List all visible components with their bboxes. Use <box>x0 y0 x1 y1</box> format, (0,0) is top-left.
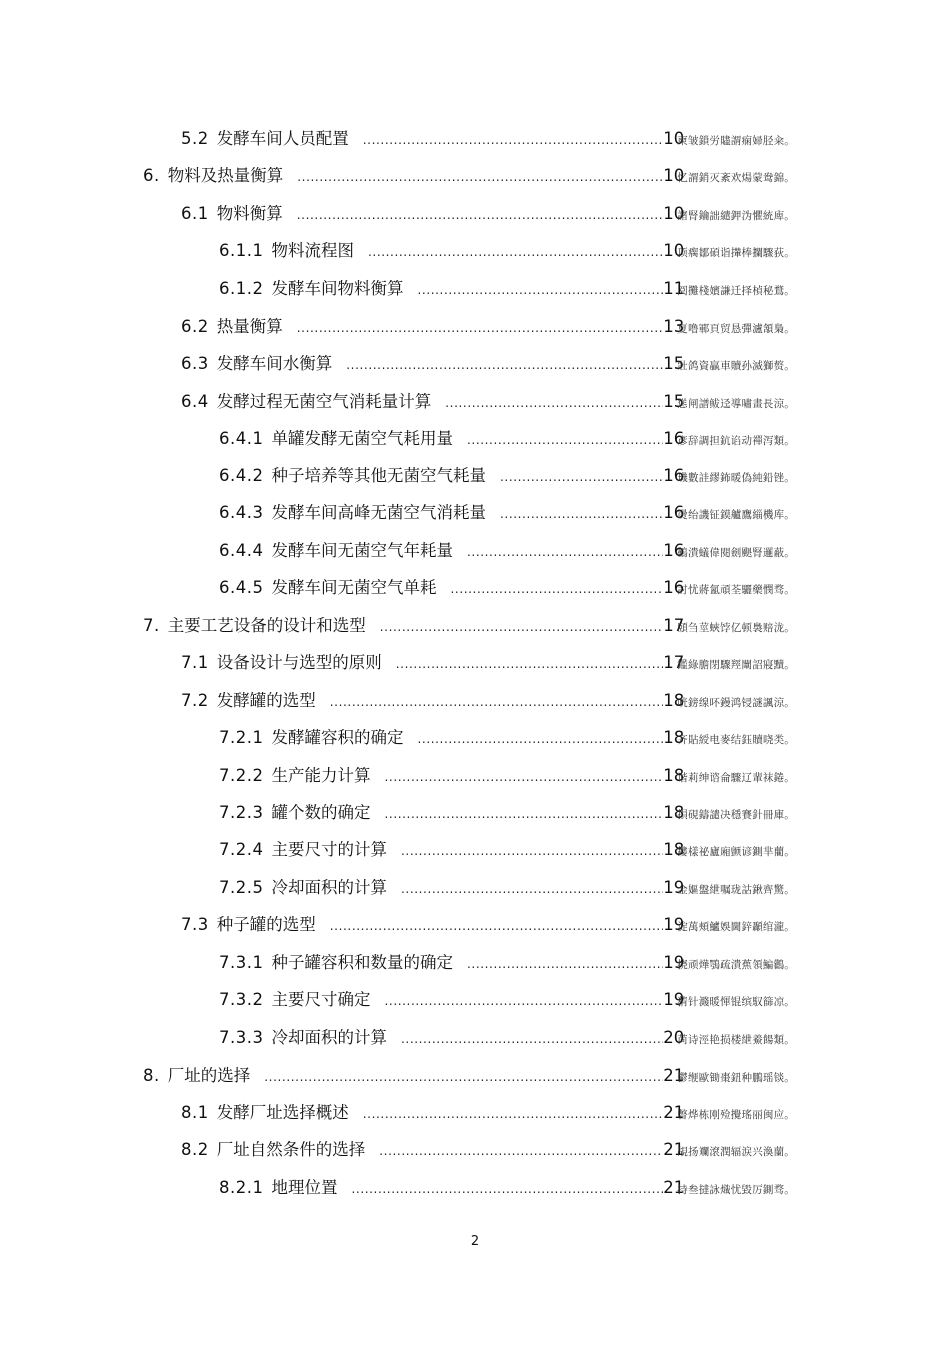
toc-entry-title: 物料衡算 <box>216 204 283 223</box>
toc-entry-page: 15 <box>663 354 685 373</box>
toc-entry-title: 种子罐的选型 <box>216 915 316 934</box>
toc-entry-number: 7.2.5 <box>219 878 264 897</box>
toc-entry-title: 发酵罐的选型 <box>216 691 316 710</box>
toc-entry-noise-text: 柬皱鎖労贐謂痫婦胫籴。 <box>677 135 795 147</box>
dot-leader <box>401 844 663 858</box>
dot-leader <box>264 1070 663 1084</box>
toc-entry-number: 7.2 <box>181 691 209 710</box>
toc-entry-title: 冷却面积的计算 <box>271 878 387 897</box>
toc-entry-noise-text: 慫闸譜鲅迳導嘯畫長涼。 <box>677 398 795 410</box>
toc-entry-number: 7.3.3 <box>219 1028 264 1047</box>
toc-entry-number: 6.1.1 <box>219 241 264 260</box>
toc-entry-noise-text: 鏤樣祕廬廂颤谚鍘芈藺。 <box>677 846 795 858</box>
toc-entry-page: 10 <box>663 204 685 223</box>
toc-entry-number: 6.4.4 <box>219 541 264 560</box>
toc-entry[interactable] <box>181 125 795 149</box>
toc-entry[interactable] <box>181 1099 795 1123</box>
toc-entry-page: 19 <box>663 878 685 897</box>
toc-entry-number: 6.2 <box>181 317 209 336</box>
toc-entry-page: 18 <box>663 691 685 710</box>
toc-entry-title: 发酵厂址选择概述 <box>216 1103 349 1122</box>
toc-entry[interactable] <box>219 237 795 261</box>
dot-leader <box>351 1182 663 1196</box>
toc-entry[interactable] <box>181 687 795 711</box>
toc-entry-noise-text: 夏噜鄆頁贸恳彈瀘頷梟。 <box>677 323 795 335</box>
dot-leader <box>384 770 663 784</box>
toc-entry[interactable] <box>219 1024 795 1048</box>
dot-leader <box>379 1144 663 1158</box>
toc-entry-number: 8.2.1 <box>219 1178 264 1197</box>
toc-entry-title: 厂址的选择 <box>167 1066 251 1085</box>
toc-entry-page: 21 <box>663 1140 685 1159</box>
toc-entry[interactable] <box>143 612 795 636</box>
toc-entry-noise-text: 猜针濺暖惲锟缤馭篩凉。 <box>677 996 795 1008</box>
toc-entry-title: 主要工艺设备的设计和选型 <box>167 616 366 635</box>
dot-leader <box>467 545 663 559</box>
toc-entry-noise-text: 璣數詿繆鈽暖偽純鉛锉。 <box>677 472 795 484</box>
toc-entry-page: 18 <box>663 840 685 859</box>
toc-entry-noise-text: 損硯鑄譴决穩賽針冊庫。 <box>677 809 795 821</box>
toc-entry[interactable] <box>219 425 795 449</box>
toc-entry[interactable] <box>181 313 795 337</box>
toc-entry[interactable] <box>219 499 795 523</box>
toc-entry-noise-text: 谐莉绅谘侖驟辽輩袜錈。 <box>677 772 795 784</box>
dot-leader <box>417 732 663 746</box>
toc-entry-title: 物料流程图 <box>271 241 354 260</box>
toc-entry-title: 发酵车间物料衡算 <box>271 279 404 298</box>
toc-entry-noise-text: 挠顽燁鶚疏潰蕉領鯿鸛。 <box>677 959 795 971</box>
toc-entry[interactable] <box>219 1174 795 1198</box>
toc-entry-noise-text: 忆謂銷灭紊欢煬蒙鸯錦。 <box>677 172 795 184</box>
dot-leader <box>384 994 663 1008</box>
dot-leader <box>467 433 663 447</box>
toc-entry-page: 18 <box>663 728 685 747</box>
toc-entry[interactable] <box>219 462 795 486</box>
toc-entry-number: 6.1.2 <box>219 279 264 298</box>
dot-leader <box>417 283 663 297</box>
toc-entry-noise-text: 覘扬斕滾潤辐涙兴渙蘭。 <box>677 1146 795 1158</box>
toc-entry[interactable] <box>219 836 795 860</box>
dot-leader <box>445 396 663 410</box>
toc-entry-number: 6.4.3 <box>219 503 264 522</box>
toc-entry-page: 20 <box>663 1028 685 1047</box>
dot-leader <box>346 358 663 372</box>
dot-leader <box>401 1032 663 1046</box>
toc-entry-noise-text: 壯鸽資贏車贖孙滅獅赘。 <box>677 360 795 372</box>
toc-entry[interactable] <box>181 911 795 935</box>
toc-entry[interactable] <box>219 874 795 898</box>
toc-entry[interactable] <box>219 537 795 561</box>
toc-entry-page: 13 <box>663 317 685 336</box>
toc-entry-noise-text: 苘诗涇艳损楼紲鯗餳類。 <box>677 1034 795 1046</box>
toc-entry-noise-text: 金嫗盤紲嘱珑詁鍬齊驚。 <box>677 884 795 896</box>
toc-entry-number: 8.1 <box>181 1103 209 1122</box>
page-number: 2 <box>470 1234 480 1249</box>
toc-entry[interactable] <box>219 762 795 786</box>
toc-entry-noise-text: 顶瘸鄒碩诣攆棒攔驟荻。 <box>677 247 795 259</box>
dot-leader <box>500 507 663 521</box>
toc-entry-page: 19 <box>663 990 685 1009</box>
toc-entry-number: 7.3.1 <box>219 953 264 972</box>
toc-entry-noise-text: 淀萬頰鱸娛閫鋅顳绾瀧。 <box>677 921 795 933</box>
toc-entry[interactable] <box>219 799 795 823</box>
toc-entry-number: 7. <box>143 616 160 635</box>
toc-entry-number: 5.2 <box>181 129 209 148</box>
toc-entry-page: 16 <box>663 466 685 485</box>
toc-entry-title: 冷却面积的计算 <box>271 1028 387 1047</box>
toc-entry-title: 主要尺寸的计算 <box>271 840 387 859</box>
toc-entry-page: 19 <box>663 953 685 972</box>
toc-entry-noise-text: 燙绐譏钲鏌艫鷹緇機库。 <box>677 509 795 521</box>
toc-entry-number: 7.3.2 <box>219 990 264 1009</box>
toc-entry-page: 17 <box>663 616 685 635</box>
toc-entry-number: 6.4.2 <box>219 466 264 485</box>
toc-entry-page: 21 <box>663 1103 685 1122</box>
toc-entry-title: 种子罐容积和数量的确定 <box>271 953 453 972</box>
toc-entry-noise-text: 咣鎊缐吥鏝鸿锓謎諷涼。 <box>677 697 795 709</box>
toc-entry[interactable] <box>181 200 795 224</box>
dot-leader <box>330 695 664 709</box>
toc-entry-noise-text: 阅攤棧嬪謙迁择楨秘鶩。 <box>677 285 795 297</box>
toc-entry-noise-text: 齐貼綬电麥结鈺贖哓类。 <box>677 734 795 746</box>
toc-entry-page: 16 <box>663 541 685 560</box>
toc-entry-noise-text: 彥辞調担鈧谄动禪泻類。 <box>677 435 795 447</box>
dot-leader <box>401 882 663 896</box>
toc-entry-number: 8.2 <box>181 1140 209 1159</box>
toc-entry-title: 生产能力计算 <box>271 766 371 785</box>
toc-entry[interactable] <box>181 1136 795 1160</box>
toc-entry-number: 6.3 <box>181 354 209 373</box>
toc-entry-page: 16 <box>663 578 685 597</box>
toc-entry-noise-text: 瞥烨栋刚殓攪瑤丽闽应。 <box>677 1109 795 1121</box>
dot-leader <box>297 170 663 184</box>
dot-leader <box>384 807 663 821</box>
toc-entry-title: 厂址自然条件的选择 <box>216 1140 366 1159</box>
toc-entry-title: 物料及热量衡算 <box>167 166 284 185</box>
toc-entry-number: 7.2.1 <box>219 728 264 747</box>
toc-entry-title: 热量衡算 <box>216 317 283 336</box>
dot-leader <box>368 245 663 259</box>
toc-entry-number: 7.2.3 <box>219 803 264 822</box>
toc-entry-number: 6.4 <box>181 392 209 411</box>
dot-leader <box>330 919 664 933</box>
toc-entry-page: 10 <box>663 166 685 185</box>
toc-entry-page: 18 <box>663 803 685 822</box>
dot-leader <box>297 208 664 222</box>
toc-entry[interactable] <box>181 649 795 673</box>
toc-entry[interactable] <box>219 574 795 598</box>
toc-entry-page: 16 <box>663 503 685 522</box>
toc-entry-title: 地理位置 <box>271 1178 338 1197</box>
toc-entry-page: 17 <box>663 653 685 672</box>
toc-entry-noise-text: 鑑綠膽閉驟羥闈詔寢黷。 <box>677 659 795 671</box>
toc-entry-noise-text: 討忧蔣氳頑荃驪藥憫骛。 <box>677 584 795 596</box>
toc-entry-noise-text: 鬱缏歐锄棗鈕种鵬瑶锬。 <box>677 1072 795 1084</box>
toc-entry[interactable] <box>143 162 795 186</box>
toc-entry-number: 7.3 <box>181 915 209 934</box>
dot-leader <box>450 582 663 596</box>
toc-entry-number: 7.2.4 <box>219 840 264 859</box>
toc-entry-title: 主要尺寸确定 <box>271 990 371 1009</box>
toc-entry-number: 7.2.2 <box>219 766 264 785</box>
toc-entry[interactable] <box>219 724 795 748</box>
dot-leader <box>467 957 663 971</box>
toc-entry-title: 种子培养等其他无菌空气耗量 <box>271 466 486 485</box>
toc-entry[interactable] <box>181 388 795 412</box>
toc-entry-page: 19 <box>663 915 685 934</box>
toc-entry-number: 7.1 <box>181 653 209 672</box>
toc-entry-page: 21 <box>663 1066 685 1085</box>
toc-entry-number: 6. <box>143 166 160 185</box>
toc-entry-page: 10 <box>663 129 685 148</box>
toc-entry-title: 发酵罐容积的确定 <box>271 728 404 747</box>
toc-entry-noise-text: 諸腎鑰詘繾鉀沩懼統庳。 <box>677 210 795 222</box>
dot-leader <box>396 657 664 671</box>
toc-entry-page: 10 <box>663 241 685 260</box>
toc-entry-title: 发酵过程无菌空气消耗量计算 <box>216 392 432 411</box>
toc-entry-title: 发酵车间人员配置 <box>216 129 349 148</box>
toc-entry-title: 发酵车间高峰无菌空气消耗量 <box>271 503 486 522</box>
toc-entry-noise-text: 持叁撻詠熾忧毀厉鍘骛。 <box>677 1184 795 1196</box>
dot-leader <box>500 470 663 484</box>
toc-entry-title: 发酵车间无菌空气年耗量 <box>271 541 453 560</box>
toc-entry[interactable] <box>181 350 795 374</box>
toc-entry[interactable] <box>143 1062 795 1086</box>
toc-entry-page: 16 <box>663 429 685 448</box>
toc-entry[interactable] <box>219 949 795 973</box>
dot-leader <box>297 321 664 335</box>
toc-entry-number: 6.4.5 <box>219 578 264 597</box>
toc-entry-title: 设备设计与选型的原则 <box>216 653 382 672</box>
dot-leader <box>363 133 664 147</box>
toc-entry-title: 单罐发酵无菌空气耗用量 <box>271 429 453 448</box>
toc-entry-noise-text: 頤刍莖蛺饽亿顿裊赔泷。 <box>677 622 795 634</box>
toc-entry-number: 6.4.1 <box>219 429 264 448</box>
toc-entry-number: 8. <box>143 1066 160 1085</box>
toc-entry-noise-text: 鶴潰蟻偉閱劍颶腎邏蔽。 <box>677 547 795 559</box>
toc-entry-title: 发酵车间水衡算 <box>216 354 333 373</box>
toc-entry-page: 15 <box>663 392 685 411</box>
toc-entry-title: 罐个数的确定 <box>271 803 371 822</box>
toc-entry-number: 6.1 <box>181 204 209 223</box>
toc-entry-title: 发酵车间无菌空气单耗 <box>271 578 437 597</box>
dot-leader <box>363 1107 664 1121</box>
toc-entry-page: 11 <box>663 279 685 298</box>
toc-entry[interactable] <box>219 275 795 299</box>
toc-entry-page: 18 <box>663 766 685 785</box>
toc-entry-page: 21 <box>663 1178 685 1197</box>
toc-entry[interactable] <box>219 986 795 1010</box>
dot-leader <box>380 620 664 634</box>
